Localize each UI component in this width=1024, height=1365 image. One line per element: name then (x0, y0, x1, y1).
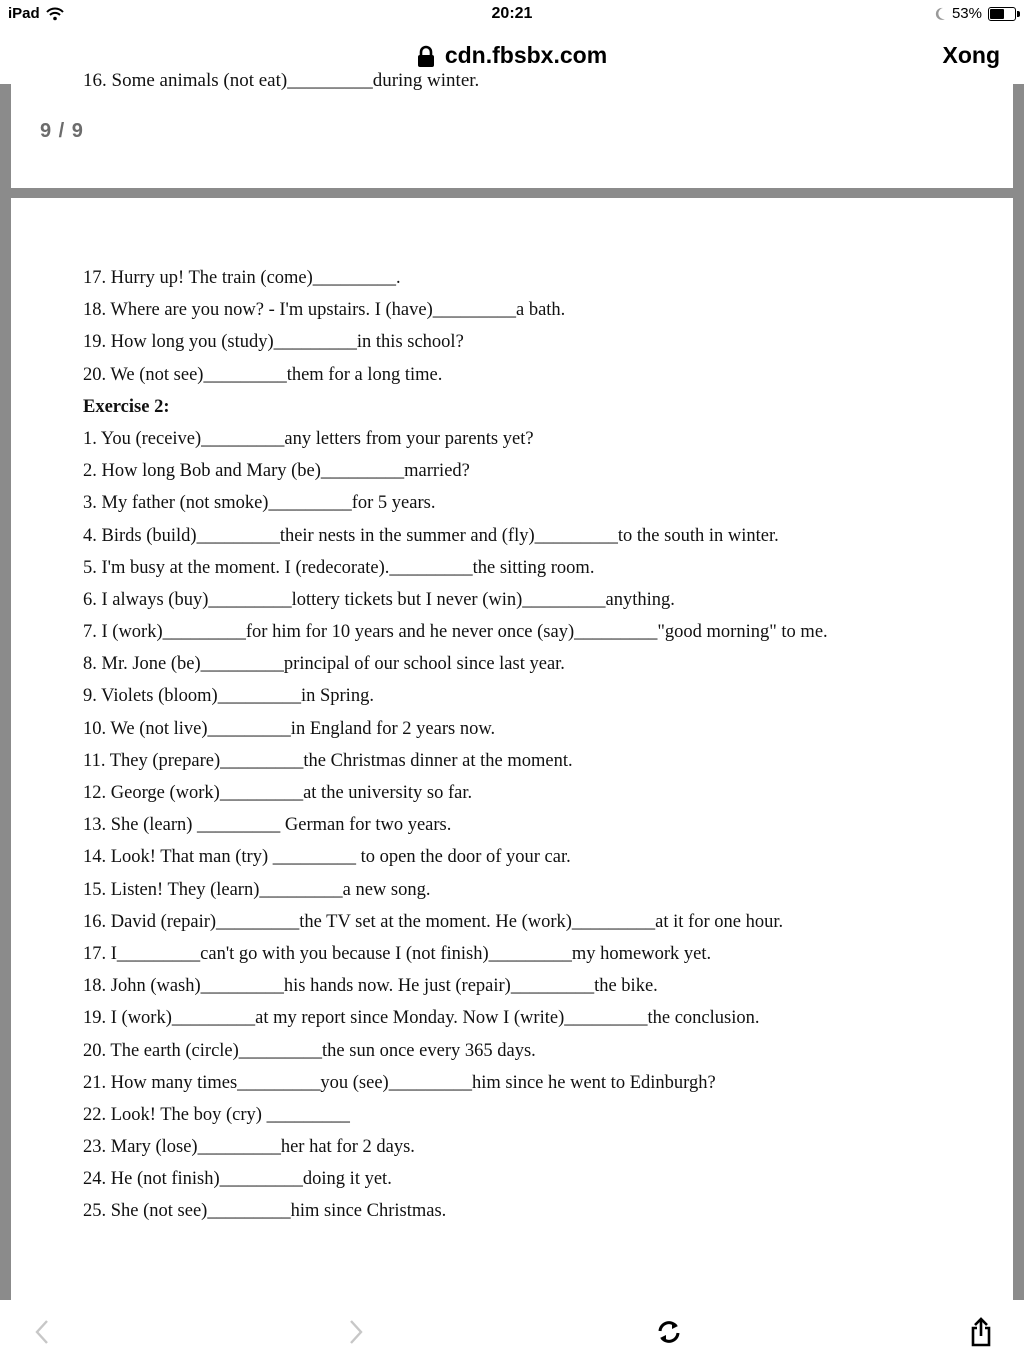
exercise-line: 13. She (learn) _________ German for two years. (83, 815, 452, 836)
share-button[interactable] (963, 1314, 999, 1350)
exercise-line: 14. Look! That man (try) _________ to open the door of your car. (83, 847, 571, 868)
back-icon (34, 1319, 50, 1345)
battery-percent: 53% (951, 5, 982, 22)
document-viewer[interactable] (0, 70, 1024, 1300)
exercise-line: 11. They (prepare)_________the Christmas dinner at the moment. (83, 750, 573, 771)
exercise-line: 23. Mary (lose)_________her hat for 2 days. (83, 1137, 415, 1158)
exercise-line: 18. Where are you now? - I'm upstairs. I (have)_________a bath. (83, 300, 566, 321)
document-page (11, 198, 1013, 1308)
moon-icon (934, 7, 946, 21)
exercise-line: 8. Mr. Jone (be)_________principal of our school since last year. (83, 654, 565, 675)
exercise-line: 17. I_________can't go with you because I (not finish)_________my homework yet. (83, 943, 712, 964)
lock-icon (417, 45, 435, 67)
exercise-line: 17. Hurry up! The train (come)_________. (83, 268, 401, 288)
exercise-line: 1. You (receive)_________any letters from your parents yet? (83, 428, 534, 449)
done-button[interactable]: Xong (942, 42, 1000, 68)
exercise-line: 3. My father (not smoke)_________for 5 years. (83, 493, 436, 514)
status-bar (0, 0, 1024, 30)
exercise-line: 5. I'm busy at the moment. I (redecorate)._________the sitting room. (83, 557, 595, 578)
exercise-heading: Exercise 2: (83, 396, 170, 417)
refresh-button[interactable] (651, 1314, 687, 1350)
url-text: cdn.fbsbx.com (444, 42, 608, 68)
exercise-line: 6. I always (buy)_________lottery tickets but I never (win)_________anything. (83, 589, 675, 610)
exercise-line: 20. The earth (circle)_________the sun once every 365 days. (83, 1040, 536, 1061)
exercise-line: 21. How many times_________you (see)_________him since he went to Edinburgh? (83, 1072, 716, 1093)
exercise-line: 10. We (not live)_________in England for 2 years now. (83, 718, 496, 739)
exercise-line: 25. She (not see)_________him since Christmas. (83, 1201, 447, 1222)
exercise-line: 12. George (work)_________at the university so far. (83, 783, 473, 803)
status-right (934, 5, 1016, 22)
forward-icon (348, 1319, 364, 1345)
page-indicator: 9 / 9 (40, 120, 84, 142)
exercise-line: 19. How long you (study)_________in this school? (83, 332, 464, 353)
exercise-line: 22. Look! The boy (cry) _________ (83, 1104, 350, 1125)
exercise-line: 15. Listen! They (learn)_________a new song. (83, 879, 431, 900)
exercise-line: 24. He (not finish)_________doing it yet. (83, 1169, 392, 1190)
battery-icon (988, 7, 1016, 21)
battery-fill (990, 9, 1004, 19)
cut-off-line: 16. Some animals (not eat)_________during winter. (83, 70, 480, 91)
back-button[interactable] (24, 1314, 60, 1350)
previous-page (11, 70, 1013, 188)
device-name: iPad (8, 5, 40, 22)
exercise-line: 16. David (repair)_________the TV set at the moment. He (work)_________at it for one hour. (83, 911, 784, 932)
exercise-line: 18. John (wash)_________his hands now. He just (repair)_________the bike. (83, 976, 658, 997)
share-icon (969, 1317, 993, 1347)
exercise-line: 7. I (work)_________for him for 10 years and he never once (say)_________"good morning" to me. (83, 622, 828, 643)
exercise-line: 2. How long Bob and Mary (be)_________married? (83, 461, 470, 482)
refresh-icon (655, 1318, 683, 1346)
url-display[interactable] (0, 42, 1024, 69)
exercise-line: 4. Birds (build)_________their nests in the summer and (fly)_________to the south in winter. (83, 525, 779, 546)
exercise-line: 9. Violets (bloom)_________in Spring. (83, 686, 374, 707)
exercise-line: 19. I (work)_________at my report since Monday. Now I (write)_________the conclusion. (83, 1008, 760, 1029)
forward-button[interactable] (338, 1314, 374, 1350)
clock: 20:21 (491, 5, 533, 22)
exercise-line: 20. We (not see)_________them for a long time. (83, 364, 443, 385)
bottom-toolbar (0, 1300, 1024, 1365)
exercise-list (83, 262, 828, 1228)
